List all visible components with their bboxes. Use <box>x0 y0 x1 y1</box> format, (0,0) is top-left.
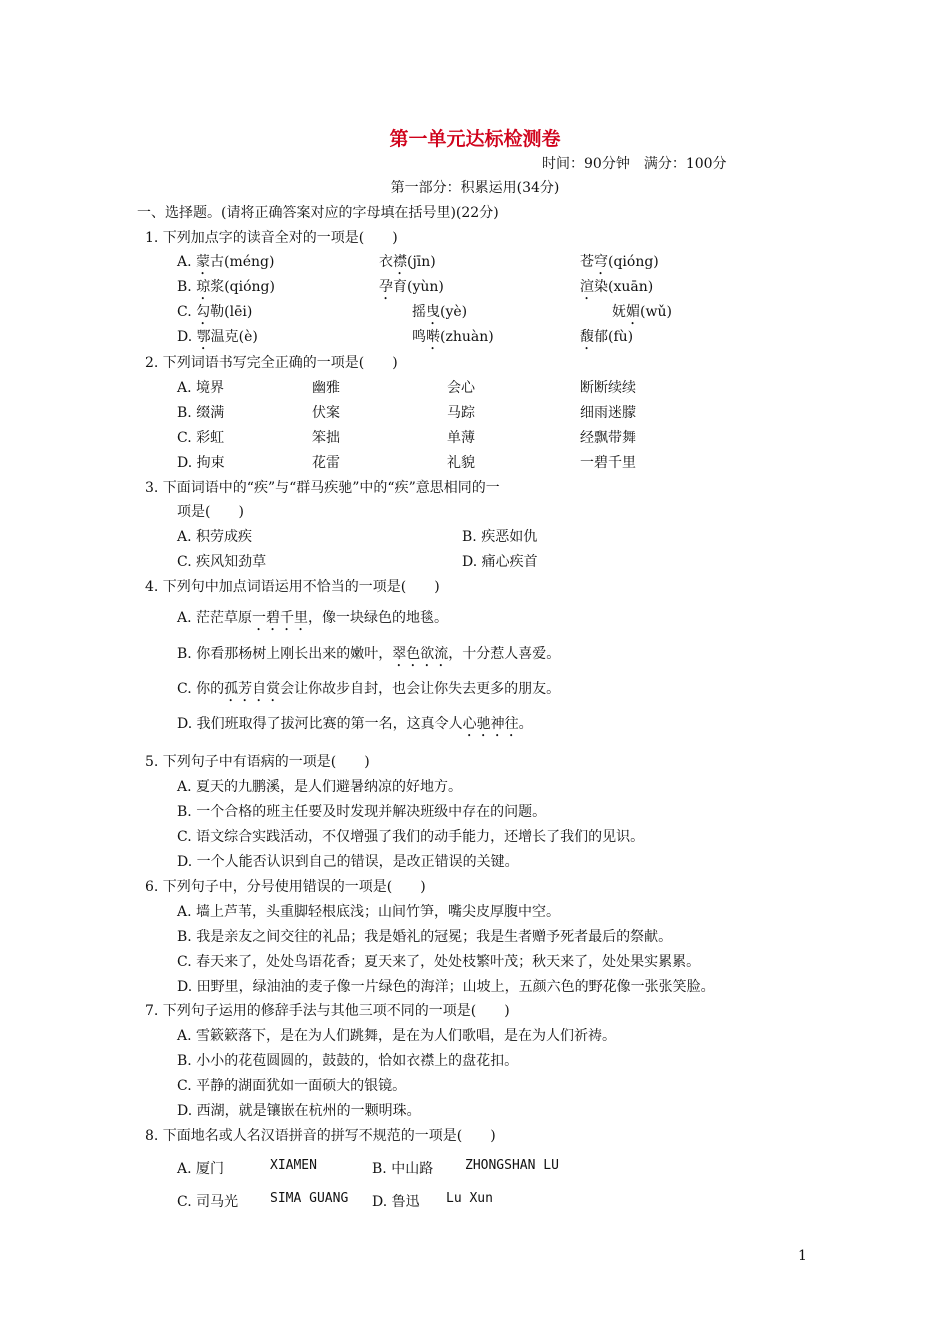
q8-pinyin: Lu Xun <box>446 1191 493 1206</box>
q1-option: 渲染(xuān) <box>580 279 654 295</box>
q2-option: 断断续续 <box>580 380 636 396</box>
q1-option: 苍穹(qióng) <box>580 254 659 270</box>
q2-option: 礼貌 <box>447 455 475 471</box>
q1-option: D. 鄂温克(è) <box>177 329 258 345</box>
q2-option: 幽雅 <box>312 380 340 396</box>
q5-option: A. 夏天的九鹏溪，是人们避暑纳凉的好地方。 <box>177 779 463 795</box>
question-1-stem: 1. 下列加点字的读音全对的一项是( ) <box>145 230 398 246</box>
question-3-stem-cont: 项是( ) <box>177 504 244 520</box>
q8-pinyin: SIMA GUANG <box>270 1191 349 1206</box>
q4-option: D. 我们班取得了拔河比赛的第一名，这真令人心驰神往。 <box>177 716 533 732</box>
question-6-stem: 6. 下列句子中，分号使用错误的一项是( ) <box>145 879 426 895</box>
q2-option: 会心 <box>447 380 475 396</box>
page-number: 1 <box>798 1248 807 1264</box>
q7-option: B. 小小的花苞圆圆的，鼓鼓的，恰如衣襟上的盘花扣。 <box>177 1053 519 1069</box>
q6-option: C. 春天来了，处处鸟语花香；夏天来了，处处枝繁叶茂；秋天来了，处处果实累累。 <box>177 954 701 970</box>
q2-option: C. 彩虹 <box>177 430 225 446</box>
q2-option: 细雨迷朦 <box>580 405 636 421</box>
q3-option: A. 积劳成疾 <box>177 529 253 545</box>
q3-option: D. 痛心疾首 <box>462 554 538 570</box>
question-4-stem: 4. 下列句中加点词语运用不恰当的一项是( ) <box>145 579 440 595</box>
q1-option: A. 蒙古(méng) <box>177 254 275 270</box>
q1-option: C. 勾勒(lēi) <box>177 304 253 320</box>
q6-option: A. 墙上芦苇，头重脚轻根底浅；山间竹笋，嘴尖皮厚腹中空。 <box>177 904 561 920</box>
q5-option: B. 一个合格的班主任要及时发现并解决班级中存在的问题。 <box>177 804 547 820</box>
q8-pinyin: ZHONGSHAN LU <box>465 1158 559 1173</box>
q6-option: D. 田野里，绿油油的麦子像一片绿色的海洋；山坡上，五颜六色的野花像一张张笑脸。 <box>177 979 715 995</box>
q2-option: B. 缀满 <box>177 405 225 421</box>
question-7-stem: 7. 下列句子运用的修辞手法与其他三项不同的一项是( ) <box>145 1003 510 1019</box>
q2-option: D. 拘束 <box>177 455 225 471</box>
q8-pinyin: XIAMEN <box>270 1158 317 1173</box>
q7-option: A. 雪簌簌落下，是在为人们跳舞，是在为人们歌唱，是在为人们祈祷。 <box>177 1028 617 1044</box>
q1-option: 摇曳(yè) <box>412 304 468 320</box>
part-heading: 第一部分：积累运用(34分) <box>390 180 560 196</box>
q2-option: 伏案 <box>312 405 340 421</box>
q2-option: 花雷 <box>312 455 340 471</box>
q3-option: B. 疾恶如仇 <box>462 529 538 545</box>
q3-option: C. 疾风知劲草 <box>177 554 267 570</box>
q8-option: A. 厦门 <box>177 1161 225 1177</box>
q4-option: C. 你的孤芳自赏会让你故步自封，也会让你失去更多的朋友。 <box>177 681 561 697</box>
q2-option: 经飘带舞 <box>580 430 636 446</box>
q1-option: 鸣啭(zhuàn) <box>412 329 494 345</box>
q1-option: 衣襟(jīn) <box>379 254 436 270</box>
q8-option: B. 中山路 <box>372 1161 434 1177</box>
q7-option: D. 西湖，就是镶嵌在杭州的一颗明珠。 <box>177 1103 421 1119</box>
q5-option: D. 一个人能否认识到自己的错误，是改正错误的关键。 <box>177 854 519 870</box>
q2-option: 笨拙 <box>312 430 340 446</box>
section-heading: 一、选择题。(请将正确答案对应的字母填在括号里)(22分) <box>137 205 499 221</box>
q1-option: 妩媚(wǔ) <box>612 304 672 320</box>
q8-option: D. 鲁迅 <box>372 1194 420 1210</box>
question-8-stem: 8. 下面地名或人名汉语拼音的拼写不规范的一项是( ) <box>145 1128 496 1144</box>
q8-option: C. 司马光 <box>177 1194 239 1210</box>
q4-option: B. 你看那杨树上刚长出来的嫩叶，翠色欲流，十分惹人喜爱。 <box>177 646 561 662</box>
q1-option: 孕育(yùn) <box>379 279 444 295</box>
q6-option: B. 我是亲友之间交往的礼品；我是婚礼的冠冕；我是生者赠予死者最后的祭献。 <box>177 929 673 945</box>
q1-option: B. 琼浆(qióng) <box>177 279 275 295</box>
q2-option: 一碧千里 <box>580 455 636 471</box>
question-5-stem: 5. 下列句子中有语病的一项是( ) <box>145 754 370 770</box>
q5-option: C. 语文综合实践活动，不仅增强了我们的动手能力，还增长了我们的见识。 <box>177 829 645 845</box>
question-3-stem: 3. 下面词语中的“疾”与“群马疾驰”中的“疾”意思相同的一 <box>145 480 500 496</box>
q2-option: A. 境界 <box>177 380 225 396</box>
page-title: 第一单元达标检测卷 <box>389 128 561 150</box>
q4-option: A. 茫茫草原一碧千里，像一块绿色的地毯。 <box>177 610 449 626</box>
q2-option: 单薄 <box>447 430 475 446</box>
q7-option: C. 平静的湖面犹如一面硕大的银镜。 <box>177 1078 407 1094</box>
exam-meta: 时间：90分钟 满分：100分 <box>542 156 727 172</box>
question-2-stem: 2. 下列词语书写完全正确的一项是( ) <box>145 355 398 371</box>
q2-option: 马踪 <box>447 405 475 421</box>
q1-option: 馥郁(fù) <box>580 329 634 345</box>
